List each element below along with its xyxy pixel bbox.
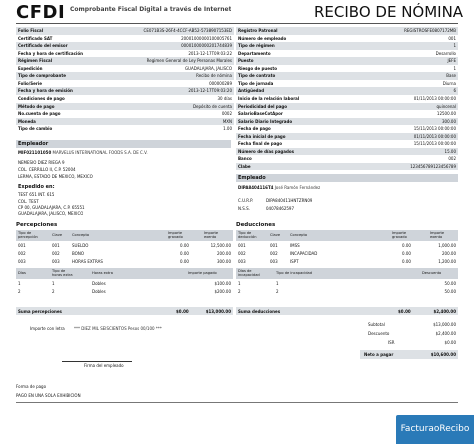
left-row <box>16 27 234 35</box>
deductions-section <box>236 222 458 320</box>
payment-form-value: PAGO EN UNA SOLA EXHIBICIÓN <box>16 393 81 398</box>
left-label: Condiciones de pago <box>18 95 65 101</box>
right-row <box>236 72 458 80</box>
perceptions-column-header <box>16 230 233 241</box>
table-cell: 200.00 <box>442 251 456 256</box>
employer-address-3: LERMA, ESTADO DE MEXICO, MEXICO <box>18 174 93 179</box>
net-label: Neto a pagar <box>364 352 394 357</box>
left-row <box>16 57 234 65</box>
table-cell: $100.00 <box>214 281 231 286</box>
discount-label: Descuento <box>368 331 390 336</box>
table-cell: HORAS EXTRAS <box>72 259 103 264</box>
header-subtitle: Comprobante Fiscal Digital a través de Internet <box>70 6 232 13</box>
right-value: 6 <box>453 88 456 94</box>
right-row <box>236 42 458 50</box>
right-row <box>236 50 458 58</box>
table-row <box>16 258 233 266</box>
deductions-total-gravado: $0.00 <box>398 309 411 314</box>
right-label: Puesto <box>238 58 254 64</box>
right-row <box>236 163 458 171</box>
right-label: Tipo de régimen <box>238 43 275 49</box>
subtotal-label: Subtotal <box>368 322 385 327</box>
right-row <box>236 80 458 88</box>
left-label: Fecha y hora de certificación <box>18 50 83 56</box>
employer-rfc-line <box>18 150 148 155</box>
employee-curp: DIPA840411HNTZRN09 <box>266 198 313 203</box>
table-cell: ISPT <box>290 259 299 264</box>
right-label: Clabe <box>238 163 251 169</box>
table-row <box>16 250 233 258</box>
left-label: Régimen Fiscal <box>18 58 53 64</box>
right-value: Base <box>446 73 456 79</box>
table-row <box>236 280 458 288</box>
ded-col-gravado: Importe gravado <box>392 231 407 239</box>
table-cell: 001 <box>270 243 278 248</box>
left-value: CE071B3S-26F4-4CCF-AB52-5738907153ED <box>143 28 232 33</box>
right-label: Antigüedad <box>238 88 265 94</box>
table-cell: 0.00 <box>180 243 189 248</box>
right-value: 1 <box>453 43 456 49</box>
right-fields-block <box>236 27 458 170</box>
table-cell: 0.00 <box>402 243 411 248</box>
perceptions-section <box>16 222 233 320</box>
employee-header-bar <box>236 174 458 182</box>
table-cell: INCAPACIDAD <box>290 251 318 256</box>
factura-recibo-badge[interactable]: FacturaoRecibo <box>396 415 474 444</box>
table-row <box>236 258 458 266</box>
right-row <box>236 87 458 95</box>
right-row <box>236 133 458 141</box>
right-value: REGISTROSFE0807172MB <box>404 28 456 33</box>
table-cell: 2 <box>52 289 55 294</box>
table-cell: IMSS <box>290 243 300 248</box>
table-cell: Dobles <box>92 281 106 286</box>
right-label: Periodicidad del pago <box>238 103 288 109</box>
table-cell: BONO <box>72 251 84 256</box>
perceptions-extra-rows <box>16 280 233 296</box>
left-value: 0002 <box>221 111 232 117</box>
left-row <box>16 95 234 103</box>
table-row <box>236 288 458 296</box>
table-cell: Dobles <box>92 289 106 294</box>
left-row <box>16 118 234 126</box>
table-cell: 002 <box>52 251 60 256</box>
table-cell: 0.00 <box>402 259 411 264</box>
right-value: 15.00 <box>444 148 456 154</box>
right-label: Número de empleado <box>238 35 287 41</box>
left-value: 00001000000201744839 <box>181 43 232 49</box>
left-label: Método de pago <box>18 103 55 109</box>
subtotal-value: $13,000.00 <box>433 322 456 327</box>
signature-label: Firma del empleado <box>84 363 124 368</box>
employee-curp-label: C.U.R.P. <box>238 198 254 203</box>
employer-address-1: NEMESIO DIEZ RIEGA 9 <box>18 160 65 165</box>
table-cell: 0.00 <box>180 259 189 264</box>
left-value: Depósito de cuenta <box>192 103 232 109</box>
left-label: Moneda <box>18 118 36 124</box>
right-label: Fecha final de pago <box>238 141 283 147</box>
left-value: Recibo de nómina <box>196 73 232 79</box>
left-value: Regimen General de Ley Personas Morales <box>146 58 232 64</box>
table-cell: 0.00 <box>402 251 411 256</box>
right-label: Número de días pagados <box>238 148 294 154</box>
left-value: GUADALAJARA, JALISCO <box>184 65 232 71</box>
page-title: RECIBO DE NÓMINA <box>314 3 464 21</box>
right-row <box>236 27 458 35</box>
signature-line <box>62 361 132 362</box>
employee-nss-label: N.S.S. <box>238 206 250 211</box>
perceptions-extra-header <box>16 268 233 279</box>
left-row <box>16 103 234 111</box>
isr-value: $0.00 <box>444 340 456 345</box>
perc-col-exento: Importe exento <box>204 231 219 239</box>
header-rule <box>16 23 458 24</box>
table-cell: 003 <box>18 259 26 264</box>
isr-label: ISR <box>388 340 395 345</box>
left-row <box>16 42 234 50</box>
perceptions-total-exento: $13,000.00 <box>205 309 231 314</box>
employer-section <box>16 140 231 216</box>
right-label: Registro Patronal <box>238 28 278 33</box>
left-label: Fecha y hora de emisión <box>18 88 73 94</box>
table-cell: 001 <box>18 243 26 248</box>
right-row <box>236 110 458 118</box>
employer-address-2: COL. CERRILLO II, C.P. 52004 <box>18 167 76 172</box>
table-row <box>16 242 233 250</box>
right-row <box>236 35 458 43</box>
right-label: Tipo de contrato <box>238 73 276 79</box>
left-row <box>16 110 234 118</box>
issued-address-4: GUADALAJARA, JALISCO, MEXICO <box>18 211 84 216</box>
right-row <box>236 140 458 148</box>
right-row <box>236 148 458 156</box>
left-label: Folio/Serie <box>18 80 42 86</box>
table-cell: 2 <box>238 289 241 294</box>
right-row <box>236 155 458 163</box>
table-cell: 003 <box>238 259 246 264</box>
ded-extra-col-discount: Descuento <box>422 271 442 275</box>
right-row <box>236 118 458 126</box>
right-label: Banco <box>238 156 252 162</box>
left-value: 2013-12-17T09:03:22 <box>188 50 232 56</box>
employee-heading: Empleado <box>238 175 266 181</box>
left-row <box>16 72 234 80</box>
perc-extra-col-days: Días <box>18 271 26 275</box>
table-cell: 1 <box>18 281 21 286</box>
table-cell: 003 <box>52 259 60 264</box>
employer-rfc: MIF021101050 <box>18 150 52 155</box>
employee-rfc: DIPA8404116T4 <box>238 185 274 190</box>
right-label: SalarioBaseCotApor <box>238 111 283 117</box>
left-value: 1.00 <box>223 126 232 132</box>
bottom-rule <box>16 402 458 403</box>
ded-col-key: Clave <box>270 233 281 237</box>
table-cell: 50.00 <box>444 289 456 294</box>
left-value: 000000289 <box>209 80 232 86</box>
right-label: Salario Diario Integrado <box>238 118 293 124</box>
issued-address-3: CP 00, GUADALAJARA, C.P. 65551 <box>18 205 85 210</box>
table-cell: 300.00 <box>217 259 231 264</box>
table-cell: SUELDO <box>72 243 89 248</box>
perceptions-rows <box>16 242 233 266</box>
left-value: 30 días <box>217 95 232 101</box>
left-value: 20001000000100005761 <box>181 35 232 41</box>
ded-col-type: Tipo de deducción <box>238 231 257 239</box>
right-value: 15/11/2013 00:00:00 <box>413 141 456 147</box>
right-value: 001 <box>448 35 456 41</box>
employee-rfc-line <box>238 185 320 190</box>
right-label: Riesgo de puesto <box>238 65 277 71</box>
deductions-total-exento: $2,400.00 <box>433 309 456 314</box>
table-cell: $200.00 <box>214 289 231 294</box>
table-cell: 1 <box>276 281 279 286</box>
right-value: 01/11/2013 00:00:00 <box>413 133 456 139</box>
ded-extra-col-days: Días de incapacidad <box>238 269 260 277</box>
table-cell: 2 <box>276 289 279 294</box>
table-cell: 002 <box>270 251 278 256</box>
right-value: 12500.00 <box>436 111 456 117</box>
right-value: Desarrollo <box>435 50 456 56</box>
deductions-total-row <box>236 307 458 315</box>
right-row <box>236 125 458 133</box>
left-row <box>16 125 234 133</box>
cfdi-logo: CFDI <box>16 2 66 23</box>
left-label: Folio Fiscal <box>18 28 44 33</box>
deductions-extra-rows <box>236 280 458 296</box>
left-row <box>16 65 234 73</box>
table-cell: 0.00 <box>180 251 189 256</box>
right-value: 15/11/2013 00:00:00 <box>413 126 456 132</box>
perc-col-concept: Concepto <box>72 233 90 237</box>
left-label: Tipo de comprobante <box>18 73 66 79</box>
right-row <box>236 95 458 103</box>
right-label: Fecha inicial de pago <box>238 133 286 139</box>
left-fields-block <box>16 27 234 133</box>
issued-address-1: TEST 651 INT. 615 <box>18 192 55 197</box>
table-cell: 50.00 <box>444 281 456 286</box>
right-value: 002 <box>448 156 456 162</box>
left-row <box>16 87 234 95</box>
left-label: No.cuenta de pago <box>18 111 61 117</box>
left-value: MXN <box>222 118 232 124</box>
left-label: Tipo de cambio <box>18 126 53 132</box>
right-value: Diurna <box>442 80 456 86</box>
issued-address-2: COL. TEST <box>18 199 39 204</box>
table-row <box>16 280 233 288</box>
table-cell: 200.00 <box>217 251 231 256</box>
ded-col-concept: Concepto <box>290 233 308 237</box>
discount-value: $2,400.00 <box>435 331 456 336</box>
perc-col-type: Tipo de percepción <box>18 231 38 239</box>
table-cell: 001 <box>238 243 246 248</box>
right-value: 01/11/2013 00:00:00 <box>413 95 456 101</box>
table-cell: 003 <box>270 259 278 264</box>
right-label: Tipo de jornada <box>238 80 274 86</box>
left-row <box>16 35 234 43</box>
right-label: Fecha de pago <box>238 126 271 132</box>
perc-col-key: Clave <box>52 233 63 237</box>
table-cell: 1 <box>52 281 55 286</box>
payment-form-label: Forma de pago <box>16 384 47 389</box>
table-cell: 002 <box>18 251 26 256</box>
perceptions-total-label: Suma percepciones <box>18 309 62 314</box>
employer-header-bar <box>16 140 231 148</box>
right-label: Departamento <box>238 50 271 56</box>
employee-nss: 04078462597 <box>266 206 294 211</box>
deductions-extra-header <box>236 268 458 279</box>
employee-section <box>236 174 458 218</box>
table-cell: 001 <box>52 243 60 248</box>
right-value: 1 <box>453 65 456 71</box>
ded-col-exento: Importe exento <box>430 231 445 239</box>
table-cell: 002 <box>238 251 246 256</box>
table-row <box>236 242 458 250</box>
right-value: 123456789123456789 <box>410 163 456 169</box>
table-row <box>16 288 233 296</box>
left-label: Certificado SAT <box>18 35 53 41</box>
table-cell: 1,000.00 <box>438 243 456 248</box>
deductions-total-label: Suma deducciones <box>238 309 281 314</box>
table-row <box>236 250 458 258</box>
right-row <box>236 65 458 73</box>
ded-extra-col-type: Tipo de incapacidad <box>276 271 313 275</box>
employee-name: José Ramón Fernández <box>274 185 321 190</box>
perceptions-heading: Percepciones <box>16 222 58 228</box>
table-cell: 1,200.00 <box>438 259 456 264</box>
left-row <box>16 50 234 58</box>
perceptions-total-row <box>16 307 233 315</box>
amount-letter-value: *** DIEZ MIL SEISCIENTOS Pesos 00/100 *** <box>74 326 162 331</box>
perc-extra-col-paid: Importe pagado <box>188 271 217 275</box>
perceptions-total-gravado: $0.00 <box>176 309 189 314</box>
net-value: $10,600.00 <box>430 352 456 357</box>
right-value: 300.00 <box>442 118 456 124</box>
left-value: 2013-12-17T09:03:20 <box>188 88 232 94</box>
employer-name: MARVELUS INTERNATIONAL FOODS S.A. DE C.V. <box>52 150 148 155</box>
right-label: Inicio de la relación laboral <box>238 95 300 101</box>
table-cell: 12,500.00 <box>210 243 231 248</box>
right-value: JEFE <box>447 58 456 64</box>
perc-extra-col-hours: Horas extra <box>92 271 113 275</box>
right-row <box>236 103 458 111</box>
left-row <box>16 80 234 88</box>
perc-extra-col-type: Tipo de horas extra <box>52 269 73 277</box>
table-cell: 2 <box>18 289 21 294</box>
deductions-rows <box>236 242 458 266</box>
right-value: quincenal <box>436 103 456 109</box>
table-cell: 1 <box>238 281 241 286</box>
left-label: Certificado del emisor <box>18 43 68 49</box>
deductions-column-header <box>236 230 458 241</box>
issued-heading: Expedido en: <box>18 184 55 190</box>
perc-col-gravado: Importe gravado <box>168 231 183 239</box>
right-row <box>236 57 458 65</box>
employer-heading: Empleador <box>18 141 49 147</box>
summary-box <box>360 322 458 364</box>
left-label: Expedición <box>18 65 43 71</box>
amount-letter-label: Importe con letra <box>30 326 65 331</box>
deductions-heading: Deducciones <box>236 222 276 228</box>
